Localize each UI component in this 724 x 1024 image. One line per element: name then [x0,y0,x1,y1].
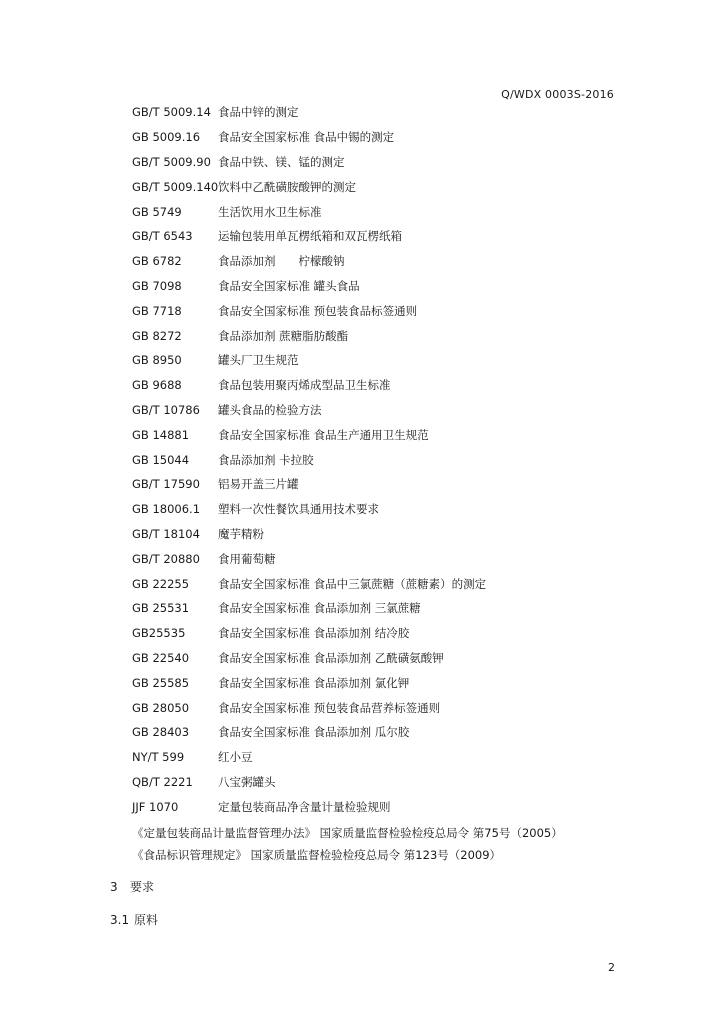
standard-title: 生活饮用水卫生标准 [218,204,322,219]
section-title: 要求 [130,880,155,894]
standard-title: 食品添加剂 柠檬酸钠 [218,254,345,269]
standard-title: 红小豆 [218,750,253,765]
section-heading-raw-materials [110,911,158,928]
reference-row [132,472,632,497]
standard-title: 食品中铁、镁、锰的测定 [218,154,345,169]
standard-title: 罐头食品的检验方法 [218,402,322,417]
standard-code: QB/T 2221 [132,774,193,789]
reference-row [132,422,632,447]
standard-code: GB 9688 [132,378,182,393]
reference-row [132,794,632,819]
standard-code: GB/T 20880 [132,551,200,566]
standard-title: 食品安全国家标准 食品添加剂 三氯蔗糖 [218,601,421,616]
standard-code: GB 18006.1 [132,502,201,517]
standard-code: GB 22540 [132,650,190,665]
reference-row [132,274,632,299]
standard-code: GB25535 [132,626,186,641]
standard-title: 罐头厂卫生规范 [218,353,299,368]
standard-code: GB 15044 [132,452,190,467]
standard-code: GB 28403 [132,725,190,740]
reference-row [132,125,632,150]
standard-code: JJF 1070 [132,799,179,814]
regulation-row: 《定量包装商品计量监督管理办法》 国家质量监督检验检疫总局令 第75号（2005） [132,826,563,840]
standard-title: 食品安全国家标准 预包装食品营养标签通则 [218,700,441,715]
reference-row [132,224,632,249]
standard-title: 魔芋精粉 [218,526,264,541]
standard-title: 食品添加剂 卡拉胶 [218,452,314,467]
standard-code: GB 8950 [132,353,182,368]
standard-title: 食品安全国家标准 食品添加剂 结冷胶 [218,626,410,641]
standard-title: 八宝粥罐头 [218,774,276,789]
standard-code: GB/T 5009.90 [132,154,211,169]
standard-title: 饮料中乙酰磺胺酸钾的测定 [218,179,356,194]
standard-code: GB/T 18104 [132,526,200,541]
standard-title: 食品安全国家标准 食品添加剂 氯化钾 [218,675,410,690]
reference-row [132,497,632,522]
standard-title: 食品安全国家标准 食品生产通用卫生规范 [218,427,429,442]
standard-title: 铝易开盖三片罐 [218,477,299,492]
reference-row [132,323,632,348]
standard-title: 定量包装商品净含量计量检验规则 [218,799,391,814]
standard-code: GB 28050 [132,700,190,715]
standard-code: GB 7718 [132,303,182,318]
reference-row [132,646,632,671]
standard-code: GB/T 17590 [132,477,200,492]
document-code: Q/WDX 0003S-2016 [501,88,614,101]
standard-code: GB/T 10786 [132,402,200,417]
standard-title: 食品安全国家标准 食品添加剂 瓜尔胶 [218,725,410,740]
reference-row [132,571,632,596]
regulation-row: 《食品标识管理规定》 国家质量监督检验检疫总局令 第123号（2009） [132,848,502,862]
reference-row [132,249,632,274]
standard-title: 食品添加剂 蔗糖脂肪酸酯 [218,328,349,343]
reference-row [132,298,632,323]
standard-code: GB/T 5009.14 [132,105,211,120]
standard-code: GB 25531 [132,601,190,616]
reference-row [132,373,632,398]
reference-row [132,546,632,571]
section-heading-requirements [110,878,154,895]
standard-title: 食品安全国家标准 预包装食品标签通则 [218,303,418,318]
standard-title: 食品安全国家标准 食品中三氯蔗糖（蔗糖素）的测定 [218,576,487,591]
page-number: 2 [608,961,615,974]
standard-title: 食品安全国家标准 食品添加剂 乙酰磺氨酸钾 [218,650,444,665]
section-number: 3.1 [110,913,130,927]
standard-code: GB 6782 [132,254,182,269]
standard-code: GB 22255 [132,576,190,591]
reference-row [132,621,632,646]
standard-title: 食品中锌的测定 [218,105,299,120]
standard-code: GB 8272 [132,328,182,343]
reference-row [132,398,632,423]
standard-code: GB/T 6543 [132,229,193,244]
reference-row [132,596,632,621]
reference-row [132,150,632,175]
reference-row [132,670,632,695]
reference-row [132,348,632,373]
standard-title: 运输包装用单瓦楞纸箱和双瓦楞纸箱 [218,229,402,244]
standard-title: 塑料一次性餐饮具通用技术要求 [218,502,379,517]
normative-references-list [132,100,632,819]
reference-row [132,100,632,125]
standard-code: GB 7098 [132,278,182,293]
standard-title: 食用葡萄糖 [218,551,276,566]
section-number: 3 [110,880,118,894]
section-title: 原料 [134,913,159,927]
reference-row [132,745,632,770]
standard-title: 食品安全国家标准 罐头食品 [218,278,360,293]
standard-code: GB 25585 [132,675,190,690]
reference-row [132,199,632,224]
standard-title: 食品安全国家标准 食品中锡的测定 [218,130,395,145]
reference-row [132,770,632,795]
standard-code: GB 5749 [132,204,182,219]
standard-code: GB 14881 [132,427,190,442]
reference-row [132,720,632,745]
standard-code: GB 5009.16 [132,130,201,145]
standard-title: 食品包装用聚丙烯成型品卫生标准 [218,378,391,393]
reference-row [132,174,632,199]
standard-code: NY/T 599 [132,750,185,765]
reference-row [132,695,632,720]
reference-row [132,522,632,547]
standard-code: GB/T 5009.140 [132,179,219,194]
regulations-list [132,822,563,866]
reference-row [132,447,632,472]
